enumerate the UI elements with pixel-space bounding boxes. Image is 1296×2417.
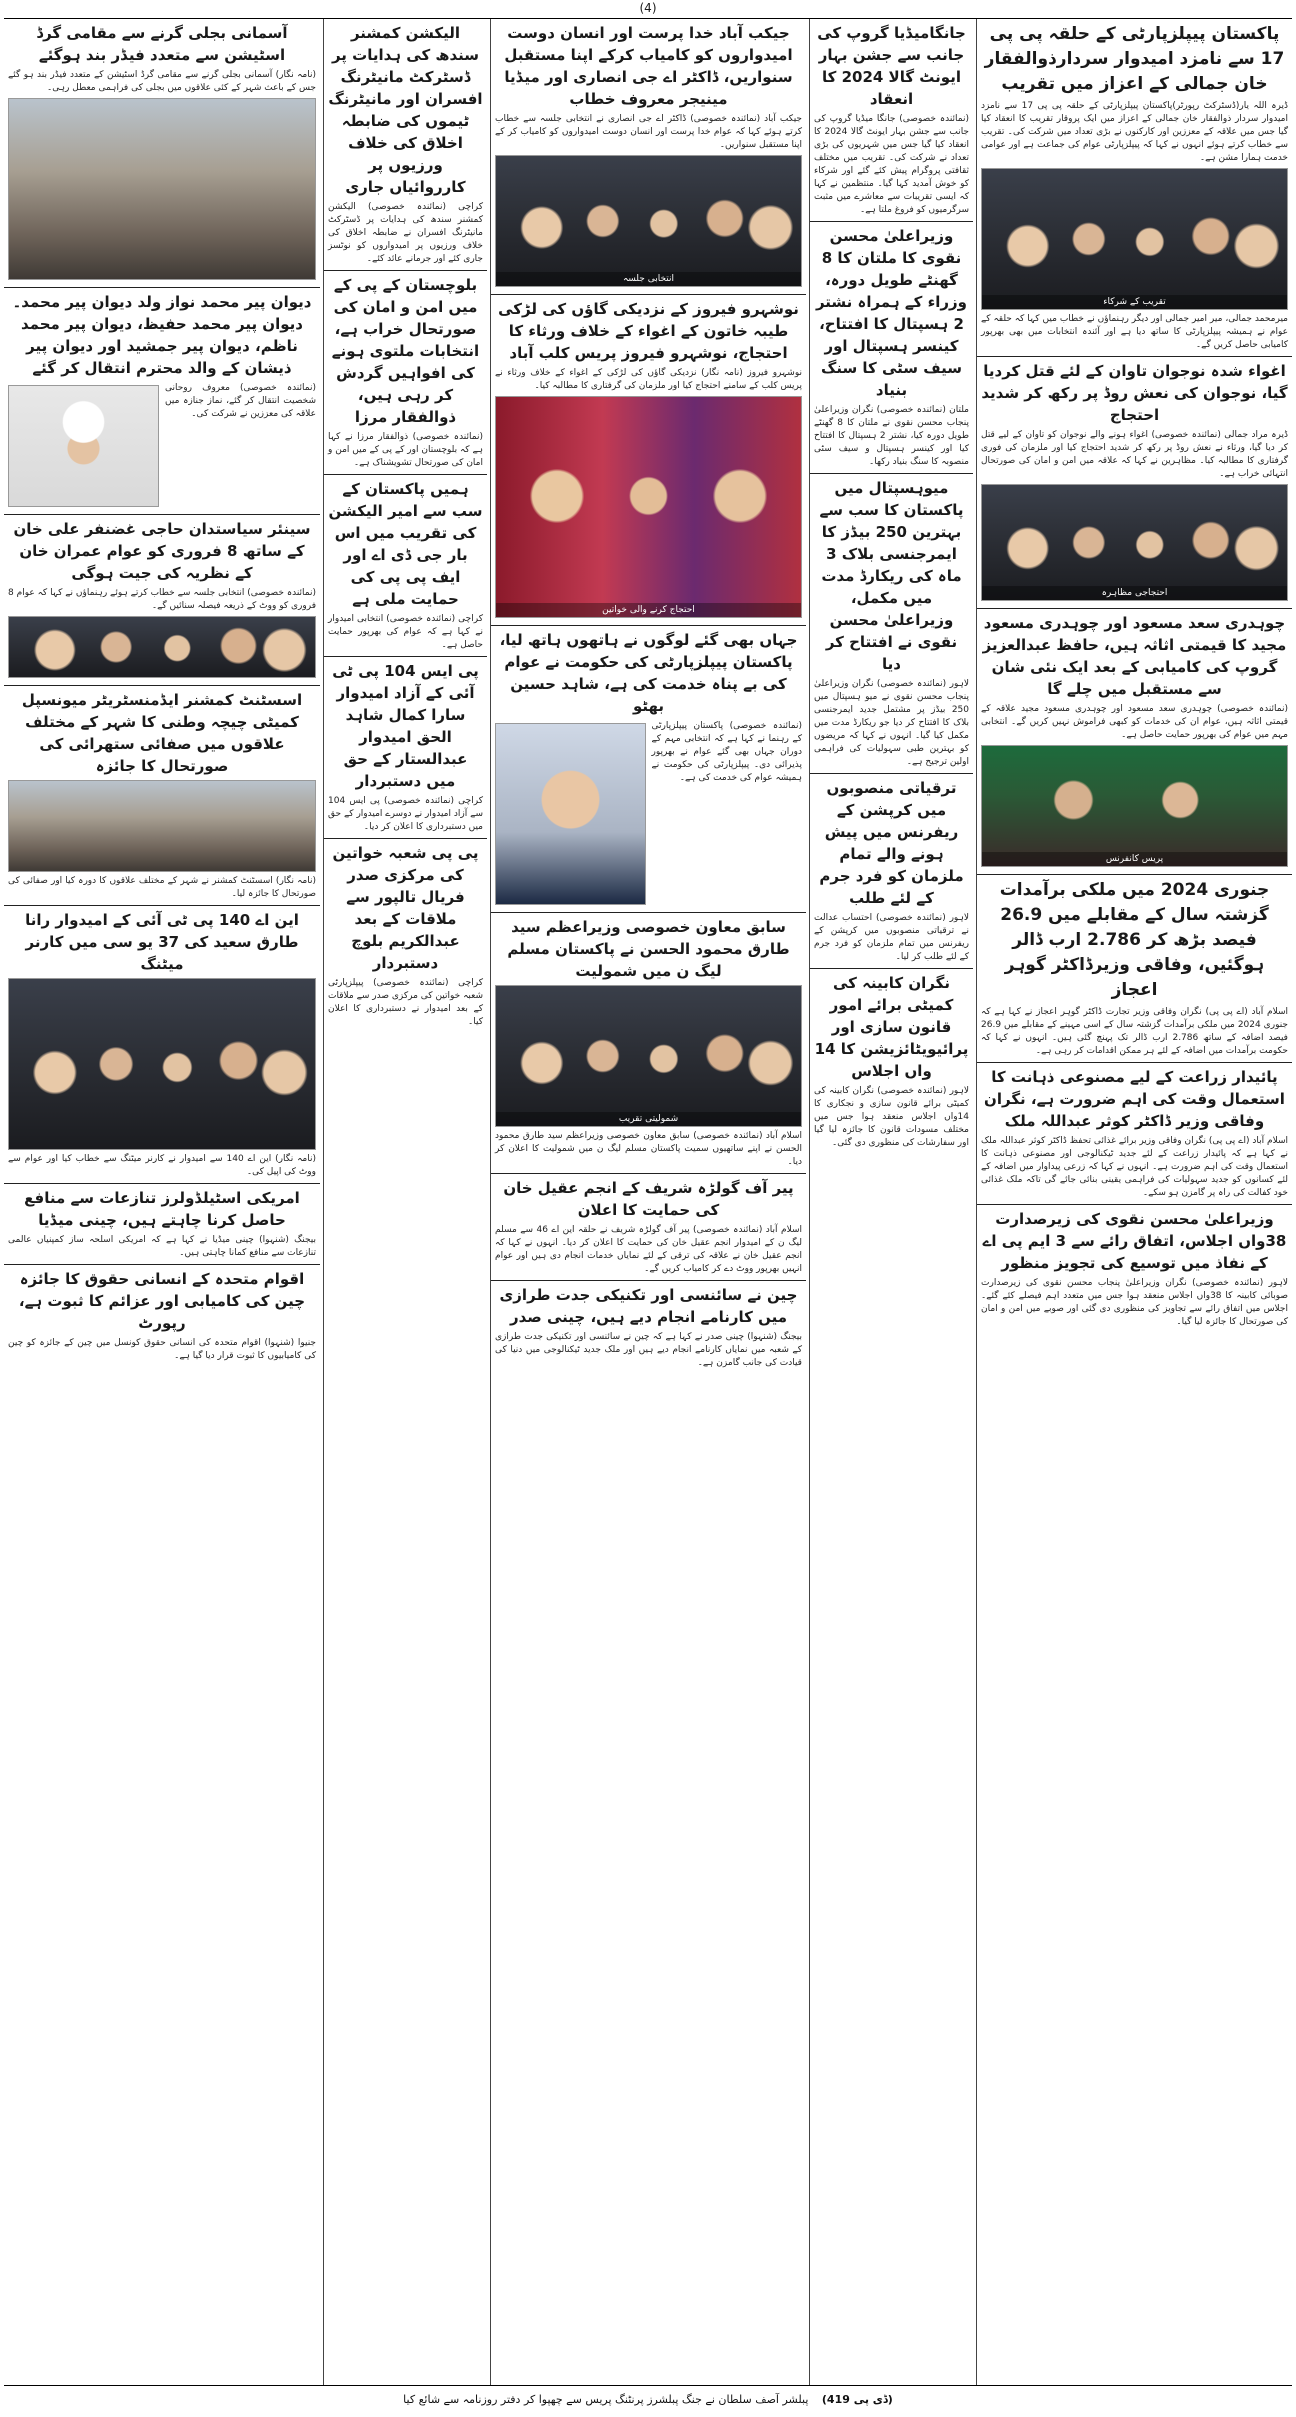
story (810, 19, 973, 222)
story-body: (نمائندہ خصوصی) چوہدری سعد مسعود اور چوہدری مسعود مجید علاقہ کے قیمتی اثاثہ ہیں، عوام ان کی خدمات کو کبھی فراموش نہیں کریں گے۔ انتخابی مہم میں عوام کی بھرپور حمایت حاصل ہے۔ (981, 704, 1288, 740)
story-headline: دیوان پیر محمد نواز ولد دیوان پیر محمد۔ دیوان پیر محمد حفیظ، دیوان پیر محمد ناظم، دیوان پیر جمشید اور دیوان پیر ذیشان کے والد محترم انتقال کر گئے (12, 293, 312, 377)
story-headline: پی ایس 104 پی ٹی آئی کے آزاد امیدوار سارا کمال شاہد الحق امیدوار عبدالستار کے حق میں دستبردار (332, 662, 479, 790)
story-body: اسلام آباد (نمائندہ خصوصی) پیر آف گولڑہ شریف نے حلقہ این اے 46 سے مسلم لیگ ن کے امیدوار انجم عقیل خان کی حمایت کا اعلان کر دیا۔ انہوں نے کہا کہ انجم عقیل خان نے علاقہ کی ترقی کے لئے نمایاں خدمات انجام دی ہیں اور عوام انہیں بھرپور ووٹ دے کر کامیاب کریں گے۔ (495, 1225, 802, 1274)
footer-imprint: پبلشر آصف سلطان نے جنگ پبلشرز پرنٹنگ پریس سے چھپوا کر دفتر روزنامہ سے شائع کیا (403, 2393, 809, 2406)
story-body: (نمائندہ خصوصی) پاکستان پیپلزپارٹی کے رہنما نے کہا ہے کہ انتخابی مہم کے دوران جہاں بھی گئے عوام نے بھرپور پذیرائی دی۔ پیپلزپارٹی کی حکومت نے ہمیشہ عوام کی خدمت کی ہے۔ (651, 721, 802, 783)
story-body: اسلام آباد (نمائندہ خصوصی) سابق معاون خصوصی وزیراعظم سید طارق محمود الحسن نے اپنے ساتھیوں سمیت پاکستان مسلم لیگ ن میں شمولیت کا اعلان کر دیا۔ (495, 1131, 802, 1167)
story-headline: این اے 140 پی ٹی آئی کے امیدوار رانا طارق سعید کی 37 یو سی میں کارنر میٹنگ (25, 911, 299, 973)
story-headline: میوہسپتال میں پاکستان کا سب سے بہترین 250 بیڈز کا ایمرجنسی بلاک 3 ماہ کی ریکارڈ مدت میں مکمل، وزیراعلیٰ محسن نقوی نے افتتاح کر دیا (819, 479, 964, 673)
story-headline: وزیراعلیٰ محسن نقوی کا ملتان کا 8 گھنٹے طویل دورہ، وزراء کے ہمراہ نشتر 2 ہسپتال کا افتتاح، کینسر ہسپتال اور سیف سٹی کا سنگ بنیاد (815, 227, 968, 399)
story-body: کراچی (نمائندہ خصوصی) الیکشن کمشنر سندھ کی ہدایات پر ڈسٹرکٹ مانیٹرنگ افسران نے ضابطہ اخلاق کی خلاف ورزیوں پر امیدواروں کو نوٹسز جاری کئے اور جرمانے عائد کئے۔ (328, 202, 483, 264)
story-layout (8, 382, 316, 510)
story-body: لاہور (نمائندہ خصوصی) نگران کابینہ کی کمیٹی برائے قانون سازی و نجکاری کا 14واں اجلاس منعقد ہوا جس میں مختلف مسودات قانون کا جائزہ لیا گیا اور سفارشات کی منظوری دی گئی۔ (814, 1086, 969, 1148)
story-body: ملتان (نمائندہ خصوصی) نگران وزیراعلیٰ پنجاب محسن نقوی نے ملتان کا 8 گھنٹے طویل دورہ کیا، نشتر 2 ہسپتال کا افتتاح کیا اور کینسر ہسپتال و سیف سٹی منصوبہ کا سنگ بنیاد رکھا۔ (814, 405, 969, 467)
story-headline: نوشہرو فیروز کے نزدیکی گاؤں کی لڑکی طیبہ خاتون کے اغواء کے خلاف ورثاء کا احتجاج، نوشہرو فیروز پریس کلب آباد (498, 300, 799, 362)
story-photo (8, 978, 316, 1150)
story (324, 271, 487, 475)
portrait-photo (8, 385, 159, 507)
column-1 (976, 19, 1292, 2385)
story-body: نوشہرو فیروز (نامہ نگار) نزدیکی گاؤں کی لڑکی کے اغواء کے خلاف ورثاء نے پریس کلب کے سامنے احتجاج کیا اور ملزمان کی گرفتاری کا مطالبہ کیا۔ (495, 368, 802, 391)
photo-caption: پریس کانفرنس (982, 852, 1287, 866)
story (810, 774, 973, 969)
story (324, 657, 487, 839)
story (977, 609, 1292, 875)
story-headline: آسمانی بجلی گرنے سے مقامی گرڈ اسٹیشن سے متعدد فیڈر بند ہوگئے (36, 24, 288, 64)
story-body: لاہور (نمائندہ خصوصی) نگران وزیراعلیٰ پنجاب محسن نقوی کی زیرصدارت صوبائی کابینہ کا 38واں اجلاس منعقد ہوا جس میں متعدد اہم فیصلے کئے گئے۔ اجلاس میں اتفاق رائے سے تجاویز کی منظوری دی گئی اور صوبے میں امن و امان کی صورتحال کا جائزہ لیا گیا۔ (981, 1278, 1288, 1327)
story-body: (نمائندہ خصوصی) معروف روحانی شخصیت انتقال کر گئے، نماز جنازہ میں علاقہ کی معززین نے شرکت کی۔ (165, 383, 316, 419)
story-headline: سابق معاون خصوصی وزیراعظم سید طارق محمود الحسن نے پاکستان مسلم لیگ ن میں شمولیت (507, 918, 790, 980)
story-body: میرمحمد جمالی، میر امیر جمالی اور دیگر رہنماؤں نے خطاب میں کہا کہ حلقہ کے عوام نے ہمیشہ پیپلزپارٹی کا ساتھ دیا ہے اور آئندہ انتخابات میں بھی بھرپور کامیابی حاصل کریں گے۔ (981, 314, 1288, 350)
story-headline: امریکی اسٹیلڈولرز تنازعات سے منافع حاصل کرنا چاہتے ہیں، چینی میڈیا (24, 1189, 300, 1229)
story-headline: پاکستان پیپلزپارٹی کے حلقہ پی پی 17 سے نامزد امیدوار سردارذوالفقار خان جمالی کے اعزاز میں تقریب (984, 24, 1285, 94)
story (324, 475, 487, 657)
story (4, 288, 320, 515)
page-number: (4) (639, 1, 657, 15)
column-2 (809, 19, 973, 2385)
story (810, 222, 973, 474)
story-body: (نامہ نگار) آسمانی بجلی گرنے سے مقامی گرڈ اسٹیشن کے متعدد فیڈر بند ہو گئے جس کے باعث شہر کے کئی علاقوں میں بجلی کی فراہمی معطل رہی۔ (8, 70, 316, 93)
story (491, 626, 806, 913)
story-headline: وزیراعلیٰ محسن نقوی کی زیرصدارت 38واں اجلاس، اتفاق رائے سے 3 ایم پی اے کے نفاذ میں توسیع کی تجویز منظور (982, 1210, 1287, 1272)
columns-grid (4, 18, 1292, 2386)
story-body: کراچی (نمائندہ خصوصی) انتخابی امیدوار نے کہا ہے کہ عوام کی بھرپور حمایت حاصل ہے۔ (328, 614, 483, 650)
story-photo (981, 168, 1288, 310)
story-photo (495, 155, 802, 287)
story-headline: الیکشن کمشنر سندھ کی ہدایات پر ڈسٹرکٹ مانیٹرنگ افسران اور مانیٹرنگ ٹیموں کی ضابطہ اخلاق کی خلاف ورزیوں پر کارروائیاں جاری (328, 24, 483, 196)
story (977, 357, 1292, 609)
story-headline: جنوری 2024 میں ملکی برآمدات گزشتہ سال کے مقابلے میں 26.9 فیصد بڑھ کر 2.786 ارب ڈالر ہوگئیں، وفاقی وزیرڈاکٹر گوہر اعجاز (999, 880, 1270, 1000)
story-body: ڈیرہ اللہ یار(ڈسٹرکٹ رپورٹر)پاکستان پیپلزپارٹی کے حلقہ پی پی 17 سے نامزد امیدوار سردار ذوالفقار خان جمالی کے اعزاز میں ایک پروقار تقریب کا انعقاد کیا گیا جس میں علاقہ کے معززین اور کارکنوں نے بڑی تعداد میں شرکت کی۔ تقریب سے خطاب کرتے ہوئے انہوں نے کہا کہ پیپلزپارٹی عوام کی جماعت ہے اور عوامی خدمت ہمارا مشن ہے۔ (981, 101, 1288, 163)
story-body: جیکب آباد (نمائندہ خصوصی) ڈاکٹر اے جی انصاری نے انتخابی جلسہ سے خطاب کرتے ہوئے کہا کہ عوام خدا پرست اور انسان دوست امیدواروں کو کامیاب کر کے اپنا مستقبل سنواریں۔ (495, 114, 802, 150)
story-body: (نمائندہ خصوصی) جانگا میڈیا گروپ کی جانب سے جشن بہار ایونٹ گالا 2024 کا انعقاد کیا گیا جس میں شہریوں کی بڑی تعداد نے شرکت کی۔ تقریب میں مختلف ثقافتی پروگرام پیش کئے گئے اور شرکاء کو خوش آمدید کہا گیا۔ منتظمین نے کہا کہ ایسی تقریبات سے معاشرے میں مثبت سرگرمیوں کو فروغ ملتا ہے۔ (814, 114, 969, 215)
story-headline: چوہدری سعد مسعود اور چوہدری مسعود مجید کا قیمتی اثاثہ ہیں، حافظ عبدالعزیز گروپ کی کامیابی کے بعد ایک نئی شان سے مستقبل میں چلے گا (982, 614, 1287, 698)
story (491, 1281, 806, 1374)
story-body: ڈیرہ مراد جمالی (نمائندہ خصوصی) اغواء ہونے والے نوجوان کو تاوان کے لیے قتل کر دیا گیا، ورثاء نے نعش روڈ پر رکھ کر شدید احتجاج کیا اور ملزمان کی فوری گرفتاری کا مطالبہ کیا۔ مظاہرین نے کہا کہ علاقہ میں امن و امان کی صورتحال انتہائی خراب ہے۔ (981, 430, 1288, 479)
story-body: جنیوا (شنہوا) اقوام متحدہ کی انسانی حقوق کونسل میں چین کے جائزہ کو چین کی کامیابیوں کا ثبوت قرار دیا گیا ہے۔ (8, 1338, 316, 1361)
story (491, 19, 806, 295)
story-headline: سینئر سیاستدان حاجی غضنفر علی خان کے ساتھ 8 فروری کو عوام عمران خان کے نظریہ کی جیت ہوگی (13, 520, 311, 582)
story-body: (نامہ نگار) اسسٹنٹ کمشنر نے شہر کے مختلف علاقوں کا دورہ کیا اور صفائی کی صورتحال کا جائزہ لیا۔ (8, 876, 316, 899)
story (977, 19, 1292, 357)
story-photo (495, 396, 802, 618)
story (4, 906, 320, 1184)
story (810, 474, 973, 774)
story-photo (8, 98, 316, 280)
story-photo (8, 780, 316, 872)
story-headline: جیکب آباد خدا پرست اور انسان دوست امیدواروں کو کامیاب کرکے اپنا مستقبل سنواریں، ڈاکٹر اے جی انصاری اور میڈیا مینیجر معروف خطاب (504, 24, 793, 108)
story-headline: ہمیں پاکستان کے سب سے امیر الیکشن کی تقریب میں اس بار جی ڈی اے اور ایف پی پی کی حمایت ملی ہے (328, 480, 483, 608)
story-headline: ترقیاتی منصوبوں میں کرپشن کے ریفرنس میں پیش ہونے والے تمام ملزمان کو فرد جرم کے لئے طلب (819, 779, 964, 907)
story (491, 913, 806, 1174)
story (491, 1174, 806, 1281)
story (4, 515, 320, 686)
story (4, 686, 320, 906)
story (977, 1063, 1292, 1205)
story-headline: اغواء شدہ نوجوان تاوان کے لئے قتل کردیا گیا، نوجوان کی نعش روڈ پر رکھ کر شدید احتجاج (981, 362, 1288, 424)
story-headline: پی پی شعبہ خواتین کی مرکزی صدر فریال تالپور سے ملاقات کے بعد عبدالکریم بلوچ دستبردار (332, 844, 479, 972)
story (4, 1265, 320, 1367)
column-4 (323, 19, 487, 2385)
story-photo (981, 484, 1288, 601)
story (810, 969, 973, 1154)
story-headline: اقوام متحدہ کے انسانی حقوق کا جائزہ چین کی کامیابی اور عزائم کا ثبوت ہے، رپورٹ (18, 1270, 306, 1332)
story-body: کراچی (نمائندہ خصوصی) پی ایس 104 سے آزاد امیدوار نے دوسرے امیدوار کے حق میں دستبرداری کا اعلان کر دیا۔ (328, 796, 483, 832)
story-body: (نمائندہ خصوصی) انتخابی جلسہ سے خطاب کرتے ہوئے رہنماؤں نے کہا کہ عوام 8 فروری کو ووٹ کے ذریعہ فیصلہ سنائیں گے۔ (8, 588, 316, 611)
story-headline: پائیدار زراعت کے لیے مصنوعی ذہانت کا استعمال وقت کی اہم ضرورت ہے، نگران وفاقی وزیر ڈاکٹر کوثر عبداللہ ملک (984, 1068, 1285, 1130)
story-body: لاہور (نمائندہ خصوصی) احتساب عدالت نے ترقیاتی منصوبوں میں کرپشن کے ریفرنس میں تمام ملزمان کو فرد جرم کے لئے طلب کر لیا۔ (814, 913, 969, 962)
footer-registration: (ڈی پی 419) (821, 2393, 893, 2406)
story (324, 19, 487, 271)
photo-caption: انتخابی جلسہ (496, 272, 801, 286)
story (491, 295, 806, 626)
story (324, 839, 487, 1033)
story-body: اسلام آباد (اے پی پی) نگران وفاقی وزیر تجارت ڈاکٹر گوہر اعجاز نے کہا ہے کہ جنوری 2024 میں ملکی برآمدات گزشتہ سال کے اسی مہینے کے مقابلے میں 26.9 فیصد اضافہ کے ساتھ 2.786 ارب ڈالر تک پہنچ گئی ہیں۔ انہوں نے کہا کہ حکومت برآمدات میں اضافہ کے لئے ہر ممکن اقدامات کر رہی ہے۔ (981, 1007, 1288, 1056)
story (977, 875, 1292, 1063)
portrait-photo (495, 723, 646, 905)
column-5 (4, 19, 320, 2385)
photo-caption: احتجاج کرنے والی خواتین (496, 603, 801, 617)
story-body: بیجنگ (شنہوا) چینی صدر نے کہا ہے کہ چین نے سائنسی اور تکنیکی جدت طرازی کے شعبہ میں نمایاں کارنامے انجام دیے ہیں اور ملک جدید ٹیکنالوجی میں دنیا کی قیادت کی جانب گامزن ہے۔ (495, 1332, 802, 1368)
story-photo (8, 616, 316, 678)
story-body: بیجنگ (شنہوا) چینی میڈیا نے کہا ہے کہ امریکی اسلحہ ساز کمپنیاں عالمی تنازعات سے منافع کمانا چاہتی ہیں۔ (8, 1235, 316, 1258)
story (977, 1205, 1292, 1333)
story-headline: بلوچستان کے پی کے میں امن و امان کی صورتحال خراب ہے، انتخابات ملتوی ہونے کی افواہیں گردش کر رہی ہیں، ذوالفقار مرزا (331, 276, 480, 426)
story-body: لاہور (نمائندہ خصوصی) نگران وزیراعلیٰ پنجاب محسن نقوی نے میو ہسپتال میں 250 بیڈز پر مشتمل جدید ایمرجنسی بلاک کا افتتاح کر دیا جو ریکارڈ مدت میں مکمل کیا گیا۔ انہوں نے کہا کہ مریضوں کو بہترین طبی سہولیات کی فراہمی اولین ترجیح ہے۔ (814, 679, 969, 767)
story-body: (نامہ نگار) این اے 140 سے امیدوار نے کارنر میٹنگ سے خطاب کیا اور عوام سے ووٹ کی اپیل کی۔ (8, 1154, 316, 1177)
story-headline: اسسٹنٹ کمشنر ایڈمنسٹریٹر میونسپل کمیٹی چیچہ وطنی کا شہر کے مختلف علاقوں میں صفائی ستھرائی کی صورتحال کا جائزہ (21, 691, 303, 775)
story-photo (495, 985, 802, 1127)
story-headline: پیر آف گولڑہ شریف کے انجم عقیل خان کی حمایت کا اعلان (503, 1179, 794, 1219)
photo-caption: احتجاجی مظاہرہ (982, 586, 1287, 600)
story-body: کراچی (نمائندہ خصوصی) پیپلزپارٹی شعبہ خواتین کی مرکزی صدر سے ملاقات کے بعد امیدوار نے دستبرداری کا اعلان کیا۔ (328, 978, 483, 1027)
story-headline: نگران کابینہ کی کمیٹی برائے امور قانون سازی اور پرائیویٹائزیشن کا 14 واں اجلاس (814, 974, 969, 1080)
story-headline: جہاں بھی گئے لوگوں نے ہاتھوں ہاتھ لیا، پاکستان پیپلزپارٹی کی حکومت نے عوام کی بے پناہ خدمت کی ہے، شاہد حسین بھٹو (499, 631, 798, 715)
story-body: اسلام آباد (اے پی پی) نگران وفاقی وزیر برائے غذائی تحفظ ڈاکٹر کوثر عبداللہ ملک نے کہا ہے کہ پائیدار زراعت کے لئے جدید ٹیکنالوجی اور مصنوعی ذہانت کا استعمال وقت کی اہم ضرورت ہے۔ انہوں نے کہا کہ زرعی پیداوار میں اضافہ کے لئے کسانوں کو جدید سہولیات کی فراہمی یقینی بنائی جائے گی تاکہ ملک غذائی خود کفالت کی راہ پر گامزن ہو سکے۔ (981, 1136, 1288, 1198)
story-layout (495, 720, 802, 908)
story-body: (نمائندہ خصوصی) ذوالفقار مرزا نے کہا ہے کہ بلوچستان اور کے پی کے میں امن و امان کی صورتحال تشویشناک ہے۔ (328, 432, 483, 468)
story-photo (981, 745, 1288, 867)
column-3 (490, 19, 806, 2385)
page-footer (4, 2388, 1292, 2412)
story-headline: چین نے سائنسی اور تکنیکی جدت طرازی میں کارنامے انجام دیے ہیں، چینی صدر (499, 1286, 798, 1326)
photo-caption: شمولیتی تقریب (496, 1112, 801, 1126)
story (4, 19, 320, 288)
photo-caption: تقریب کے شرکاء (982, 295, 1287, 309)
story (4, 1184, 320, 1265)
story-headline: جانگامیڈیا گروپ کی جانب سے جشن بہار ایونٹ گالا 2024 کا انعقاد (817, 24, 966, 108)
